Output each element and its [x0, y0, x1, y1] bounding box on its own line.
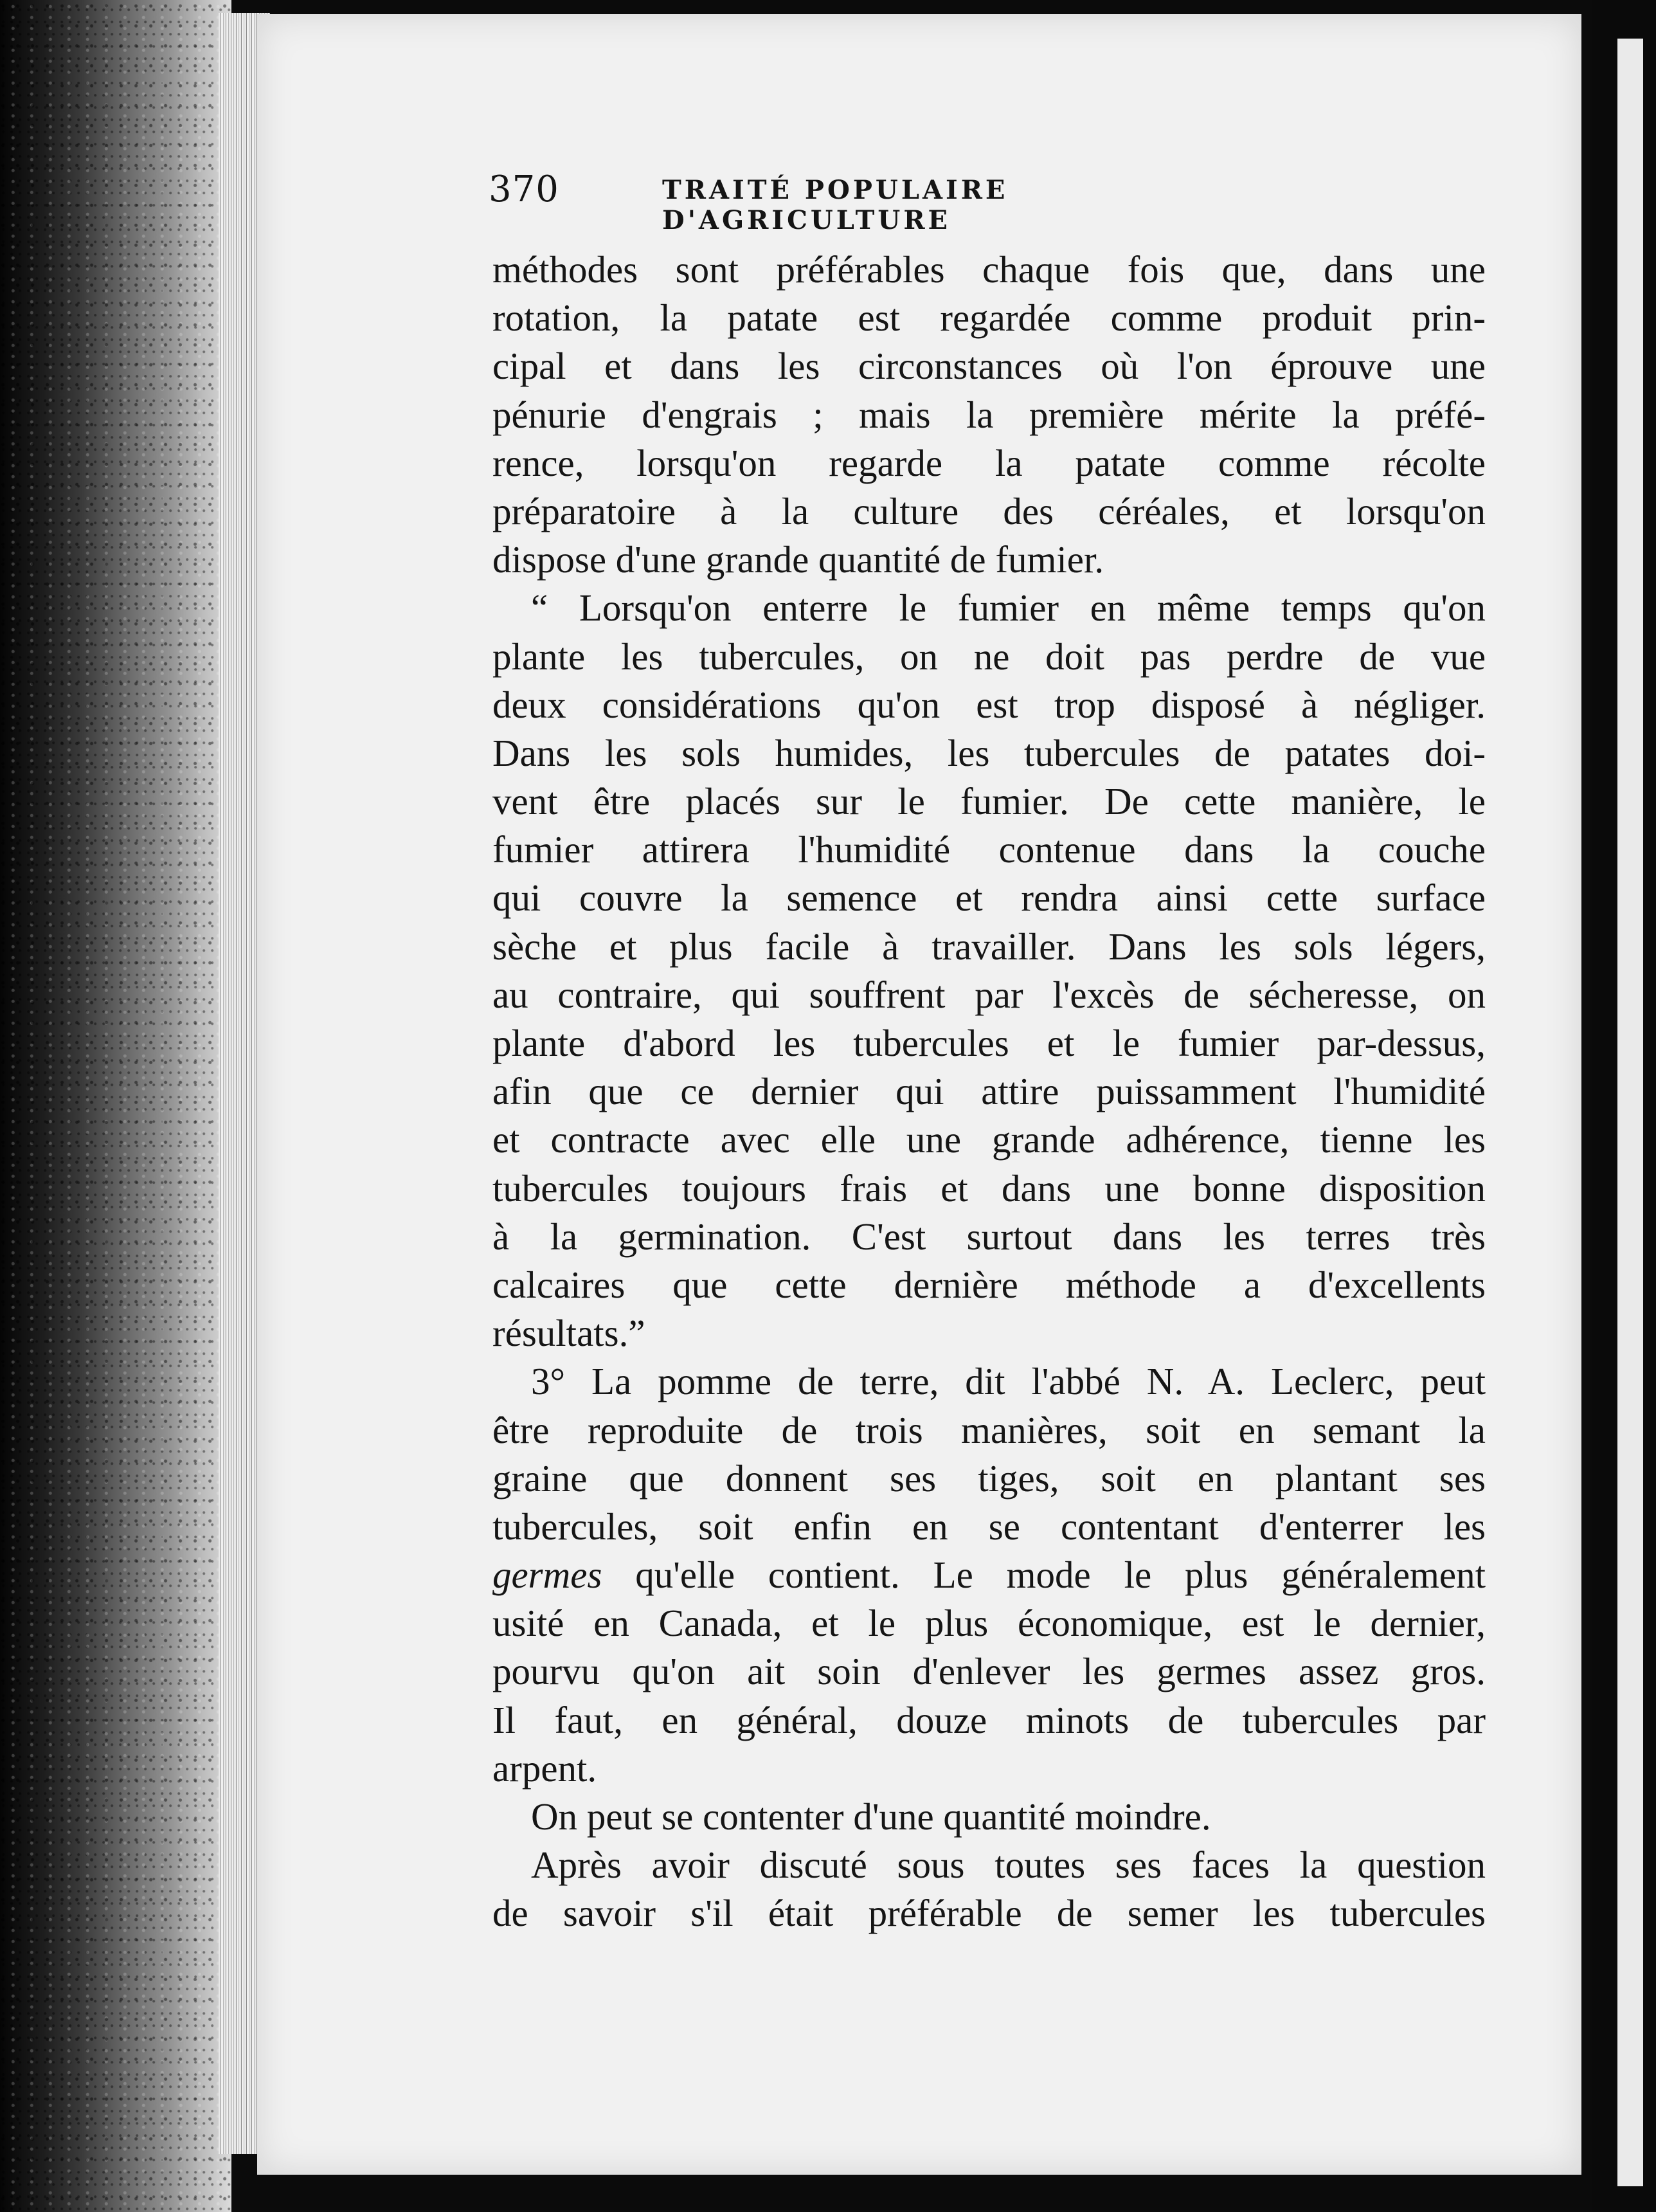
text-line: rence, lorsqu'on regarde la patate comme récolte: [492, 441, 1486, 484]
text-line: au contraire, qui souffrent par l'excès de sécheresse, on: [492, 973, 1486, 1016]
text-line: calcaires que cette dernière méthode a d'excellents: [492, 1263, 1486, 1306]
text-line: cipal et dans les circonstances où l'on éprouve une: [492, 345, 1486, 388]
text-line: méthodes sont préférables chaque fois que, dans une: [492, 248, 1486, 291]
text-line: pénurie d'engrais ; mais la première mérite la préfé-: [492, 393, 1486, 436]
page-number: 370: [489, 168, 559, 210]
text-line-rest: qu'elle contient. Le mode le plus généralement: [602, 1554, 1486, 1597]
text-line: tubercules, soit enfin en se contentant d'enterrer les: [492, 1505, 1486, 1548]
running-head: TRAITÉ POPULAIRE D'AGRICULTURE: [662, 175, 1009, 235]
page-header: [489, 168, 1299, 235]
text-line: dispose d'une grande quantité de fumier.: [492, 538, 1104, 581]
text-line: sèche et plus facile à travailler. Dans les sols légers,: [492, 925, 1486, 968]
text-line: deux considérations qu'on est trop disposé à négliger.: [492, 683, 1486, 726]
text-line: afin que ce dernier qui attire puissamment l'humidité: [492, 1070, 1486, 1113]
text-line: vent être placés sur le fumier. De cette manière, le: [492, 780, 1486, 823]
text-line: et contracte avec elle une grande adhérence, tienne les: [492, 1118, 1486, 1161]
text-line: résultats.”: [492, 1312, 645, 1355]
text-line: graine que donnent ses tiges, soit en plantant ses: [492, 1456, 1486, 1500]
text-line: plante d'abord les tubercules et le fumier par-dessus,: [492, 1022, 1486, 1064]
text-line: qui couvre la semence et rendra ainsi cette surface: [492, 876, 1486, 920]
text-line: Après avoir discuté sous toutes ses faces la question: [531, 1844, 1486, 1887]
text-line: 3° La pomme de terre, dit l'abbé N. A. Leclerc, peut: [531, 1360, 1486, 1403]
text-line: rotation, la patate est regardée comme produit prin-: [492, 296, 1486, 340]
text-line: pourvu qu'on ait soin d'enlever les germes assez gros.: [492, 1650, 1486, 1693]
adjacent-page-edge: [1617, 39, 1643, 2186]
text-line: [492, 1551, 1486, 1599]
text-line: de savoir s'il était préférable de semer les tubercules: [492, 1892, 1486, 1935]
text-line: plante les tubercules, on ne doit pas perdre de vue: [492, 635, 1486, 678]
text-line: On peut se contenter d'une quantité moindre.: [531, 1795, 1211, 1838]
spine-texture: [0, 0, 231, 2212]
text-line: Il faut, en général, douze minots de tubercules par: [492, 1698, 1486, 1741]
text-line: Dans les sols humides, les tubercules de patates doi-: [492, 731, 1486, 774]
text-line: tubercules toujours frais et dans une bonne disposition: [492, 1166, 1486, 1210]
text-line: usité en Canada, et le plus économique, est le dernier,: [492, 1602, 1486, 1645]
text-line: être reproduite de trois manières, soit en semant la: [492, 1408, 1486, 1451]
italic-word: germes: [492, 1554, 602, 1597]
text-line: fumier attirera l'humidité contenue dans la couche: [492, 828, 1486, 871]
body-text: [492, 246, 1486, 1938]
text-line: arpent.: [492, 1746, 597, 1790]
text-line: préparatoire à la culture des céréales, et lorsqu'on: [492, 489, 1486, 532]
text-line: “ Lorsqu'on enterre le fumier en même temps qu'on: [531, 586, 1486, 630]
text-line: à la germination. C'est surtout dans les terres très: [492, 1215, 1486, 1258]
